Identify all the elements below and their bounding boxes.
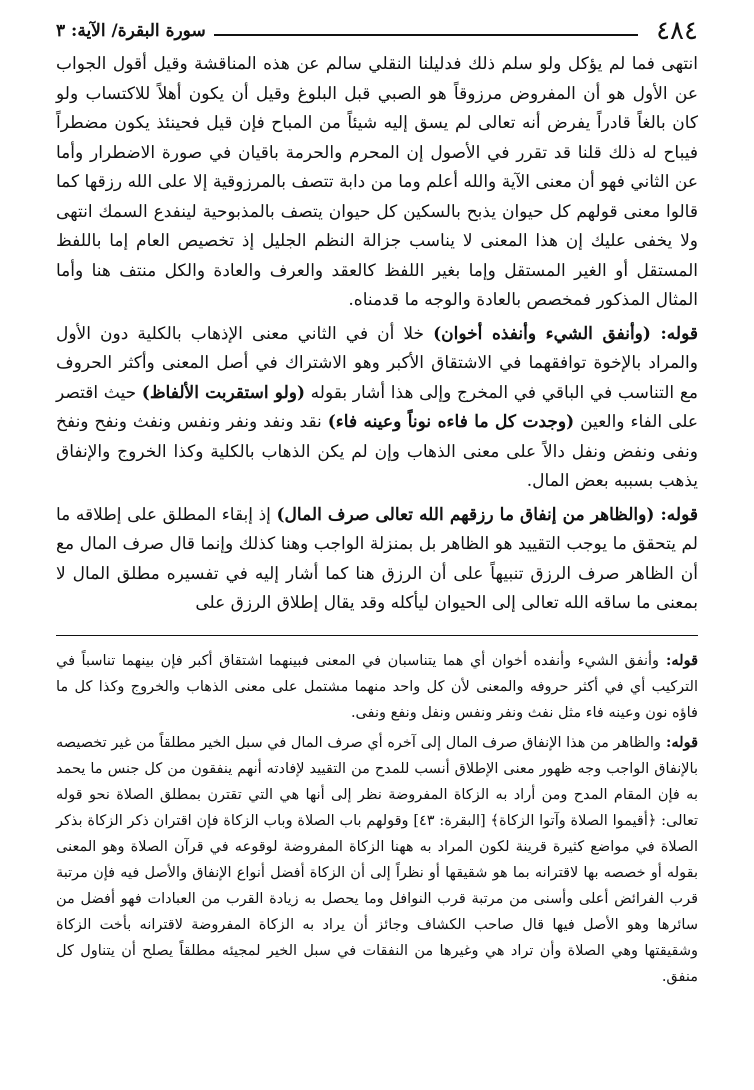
footnote-1: [56, 648, 698, 726]
verse-reference: [البقرة: ٤٣]: [408, 812, 491, 829]
page-number: ٤٨٤: [656, 16, 698, 46]
footnote-2: [56, 730, 698, 990]
commentary-text: حيث اقتصر على الفاء والعين: [56, 382, 699, 432]
footnote-text: والظاهر من هذا الإنفاق صرف المال إلى آخره أي صرف المال في سبل الخير مطلقاً من غير تخصيصه بالإنفاق الواجب وجه ظهور معنى الإطلاق أنسب للمدح من التقييد لإفادته أنهم ينفقون من كل جنس ما يحمد به فإن المقام المدح ومن أراد به الزكاة المفروضة نظر إلى أنها هي التي تقترن بمطلق الصلاة نحو قوله تعالى:: [56, 734, 698, 829]
quoted-phrase: (وجدت كل ما فاءه نوناً وعينه فاء): [327, 412, 575, 432]
qawluhu-label: قوله:: [660, 733, 699, 751]
header-rule: [214, 34, 638, 36]
main-text: [56, 50, 698, 619]
commentary-text: إذ إبقاء المطلق على إطلاقه ما لم يتحقق ما يوجب التقييد هو الظاهر بل بمنزلة الواجب وهنا كذلك وإنما قال صرف المال مع أن الظاهر صرف الرزق تنبيهاً على أن الرزق هنا كما أشار إليه في تفسيره مطلق المال لا بمعنى ما ساقه الله تعالى إلى الحيوان ليأكله وقد يقال إطلاق الرزق على: [56, 504, 698, 613]
qawluhu-label: قوله:: [650, 323, 698, 344]
running-title: سورة البقرة/ الآية: ٣: [56, 21, 206, 41]
quoted-phrase: (والظاهر من إنفاق ما رزقهم الله تعالى صرف المال): [276, 504, 655, 525]
page-header: [56, 10, 698, 46]
footnote-separator: [56, 635, 698, 636]
quran-verse: ﴿أقيموا الصلاة وآتوا الزكاة﴾: [490, 812, 657, 829]
footnotes: [56, 648, 698, 990]
qawluhu-label: قوله:: [654, 504, 698, 525]
commentary-text: خلا أن في الثاني معنى الإذهاب بالكلية دون الأول والمراد بالإخوة توافقهما في الاشتقاق الأكبر وهو الاشتراك في أصل المعنى وأكثر الحروف مع التناسب في الباقي في المخرج وإلى هذا أشار بقوله: [56, 323, 698, 403]
qawluhu-label: قوله:: [659, 651, 699, 669]
commentary-text: نقد ونفد ونفر ونفس ونفث ونفح ونفخ ونفى ونفض ونفل دالاً على معنى الذهاب وإن لم يكن الذهاب بالكلية وكذا الخروج والإنفاق يذهب بسببه بعض المال.: [56, 412, 698, 491]
quoted-phrase: (ولو استقربت الألفاظ): [141, 382, 306, 403]
quoted-phrase: (وأنفق الشيء وأنفذه أخوان): [433, 323, 651, 344]
main-paragraph-3: [56, 501, 698, 619]
main-paragraph-1: انتهى فما لم يؤكل ولو سلم ذلك فدليلنا النقلي سالم عن هذه المناقشة وقيل أقول الجواب عن الأول هو أن المفروض مرزوقاً هو الصبي قبل البلوغ وقيل أن يكون أهلاً للاكتساب ولو كان بالغاً قادراً يفرض أنه تعالى لم يسق إليه شيئاً من المباح فإن قيل فحينئذ يكون مضطراً فيباح له ذلك قلنا قد تقرر في الأصول إن المحرم والحرمة باقيان في صورة الاضطرار وأما عن الثاني فهو أن معنى الآية والله أعلم وما من دابة تتصف بالمرزوقية إلا على الله رزقها كما قالوا معنى قولهم كل حيوان يذبح بالسكين كل حيوان يتصف بالمذبوحية لينفدع السمك انتهى ولا يخفى عليك إن هذا المعنى لا يناسب جزالة النظم الجليل إذ تخصيص العام إما باللفظ المستقل أو الغير المستقل وإما بغير اللفظ كالعقد والعرف والعادة والكل منتف هنا وأما المثال المذكور فمخصص بالعادة والوجه ما قدمناه.: [56, 54, 698, 310]
footnote-text: وقولهم باب الصلاة وباب الزكاة فإن اقتران ذكر الزكاة بذكر الصلاة في مواضع كثيرة قرينة لكون المراد به ههنا الزكاة المفروضة لوقوعه في قرآن الصلاة وهو المعنى بقوله أو خصصه بها لاقترانه بما هو شقيقها أو نظراً إلى أن الزكاة أفضل أنواع الإنفاق والأصل فيه فإن مرتبة قرب الفرائض أعلى وأسنى من مرتبة قرب النوافل وما يحصل به زيادة القرب من العبادات فهو أفضل من سائرها وهو الأصل فيها قال صاحب الكشاف وجائز أن يراد به الزكاة المفروضة لاقترانه بأخت الزكاة وشقيقتها وهي الصلاة وأن تراد هي وغيرها من النفقات في سبل الخير لمجيئه مطلقاً يصلح أن يتناول كل منفق.: [56, 812, 698, 985]
footnote-text: وأنفق الشيء وأنفده أخوان أي هما يتناسبان في المعنى فبينهما اشتقاق أكبر فإن بينهما تناسباً في التركيب أي في أكثر حروفه والمعنى لأن كل واحد منهما مشتمل على معنى الذهاب والخروج وكذا كل ما فاؤه نون وعينه فاء مثل نفث ونفر ونفس ونفل ونفع ونفى.: [56, 652, 698, 721]
main-paragraph-2: [56, 320, 698, 497]
